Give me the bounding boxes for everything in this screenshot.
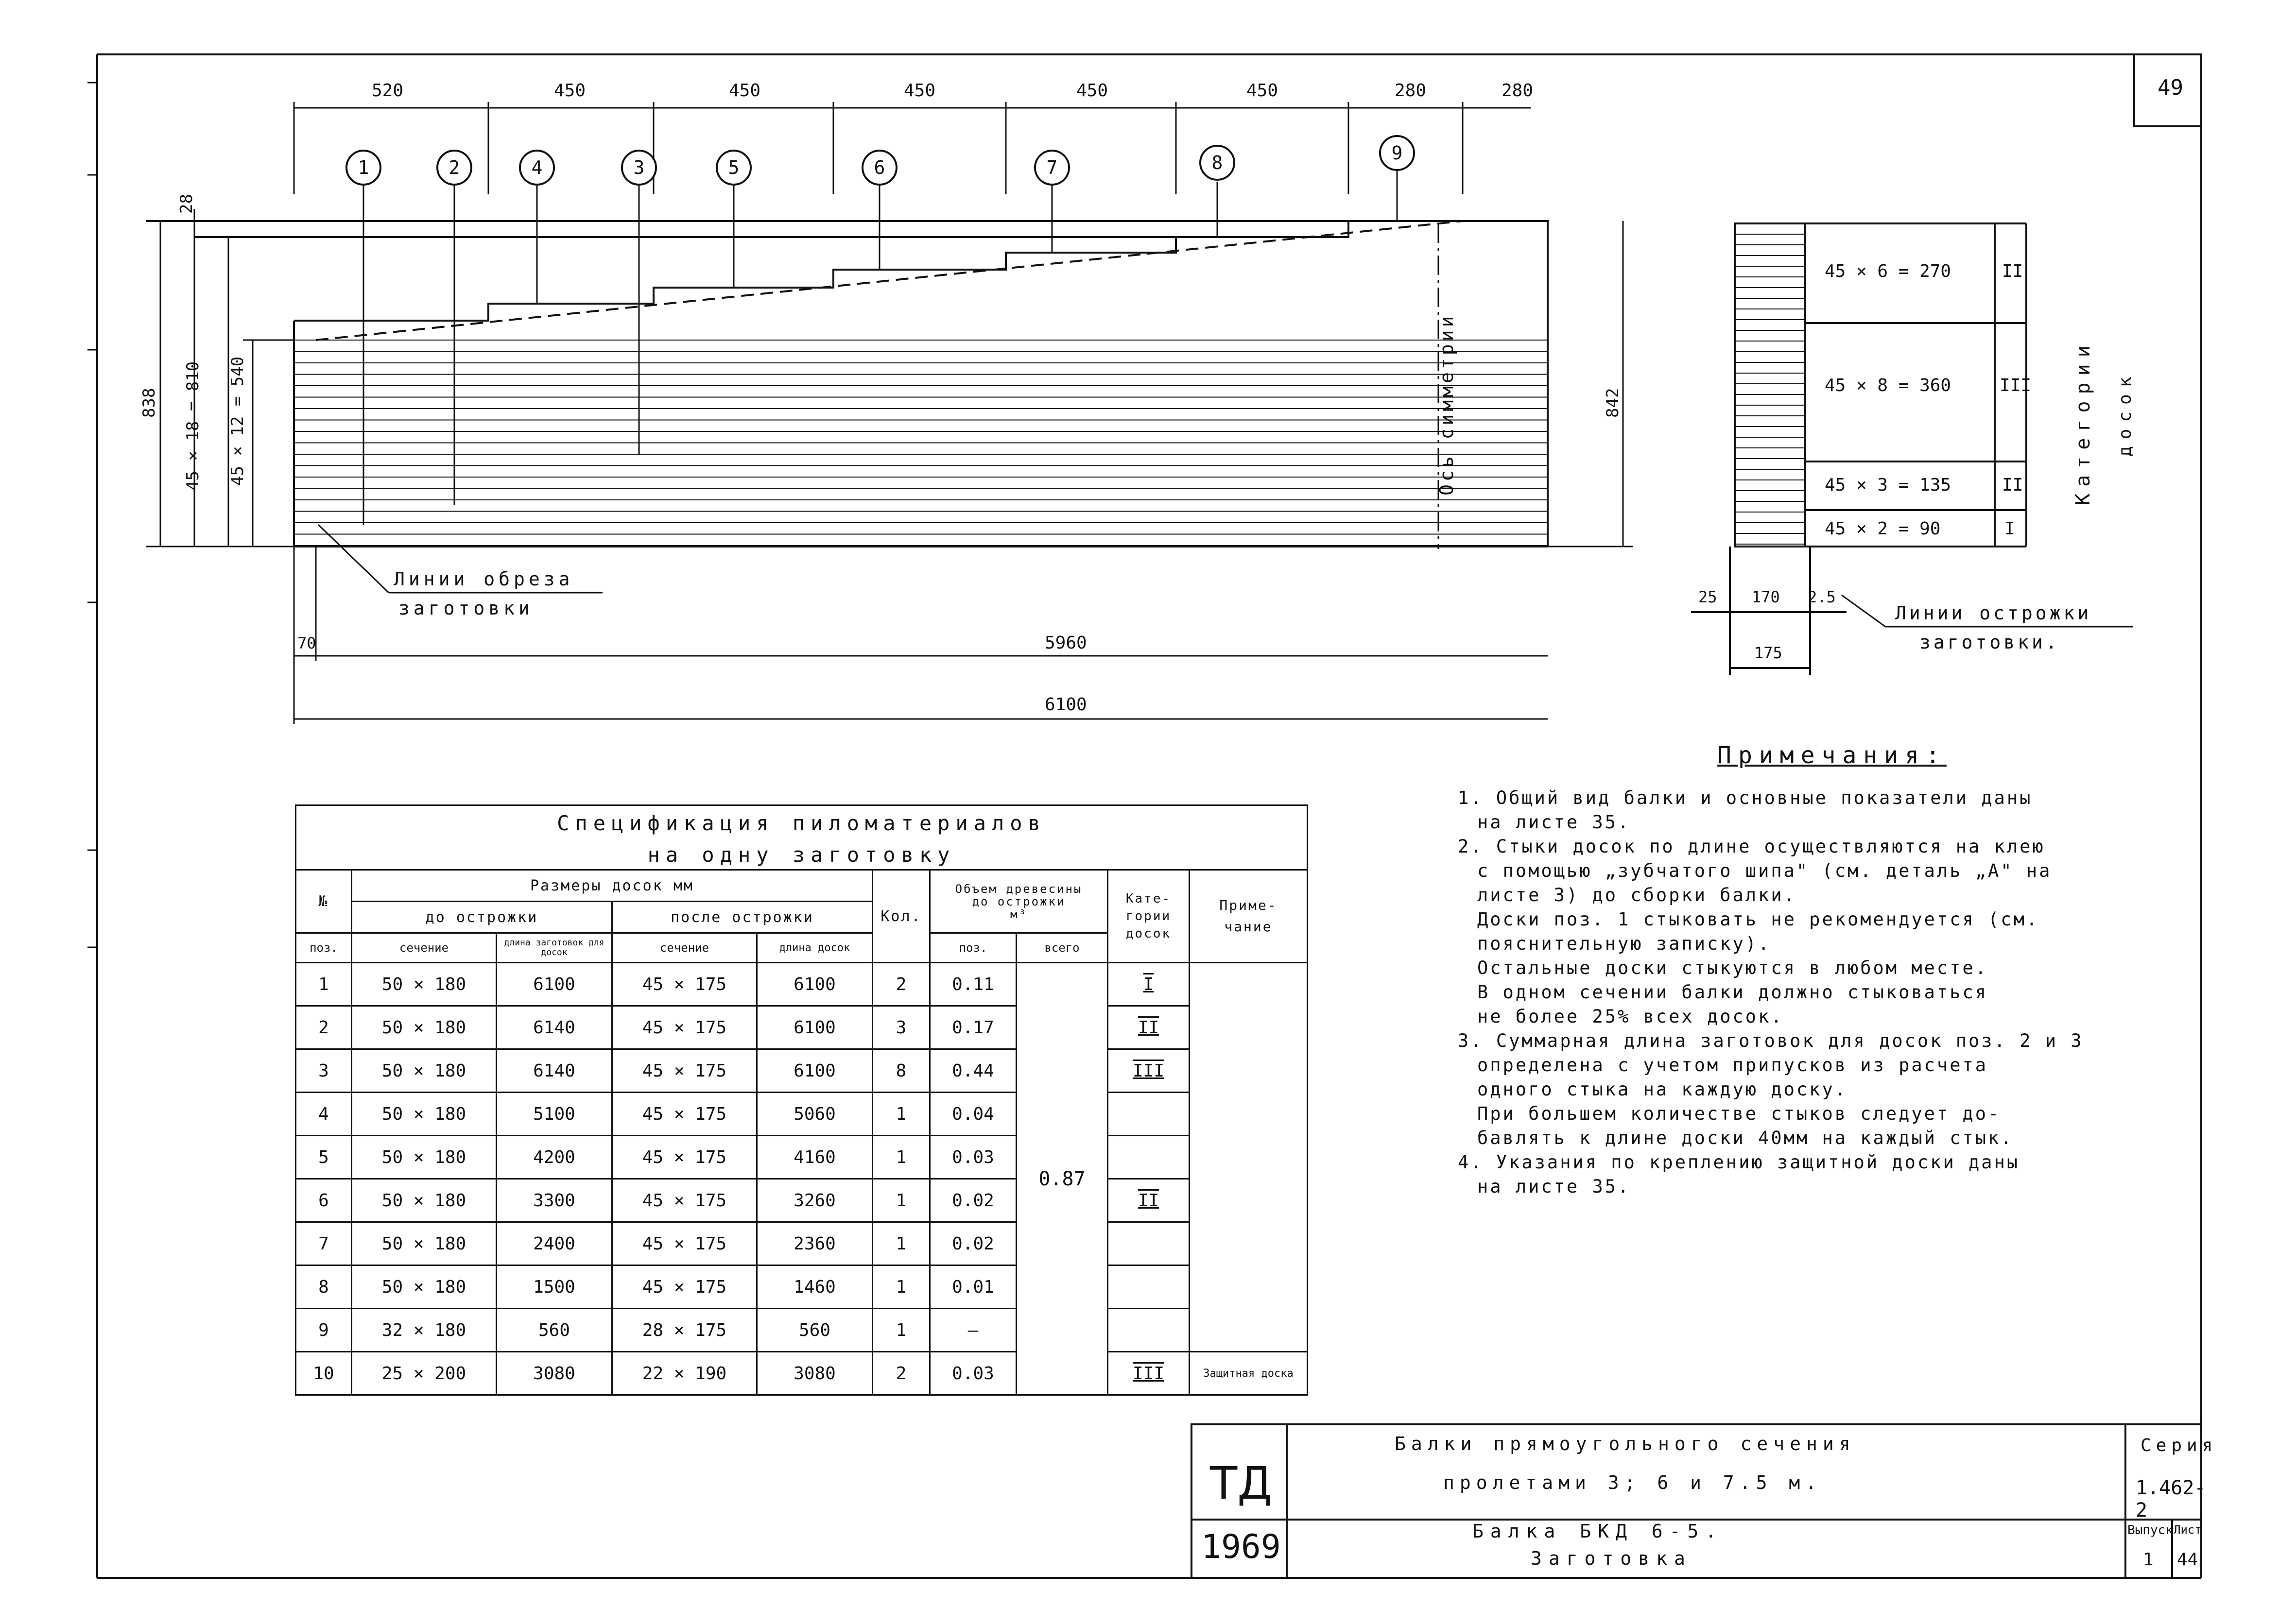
cell-pos: 7 [296, 1222, 352, 1265]
cell-qty: 1 [873, 1222, 930, 1265]
table-title-line: Спецификация пиломатериалов [557, 811, 1046, 835]
table-title [296, 805, 1308, 840]
trim-line [316, 221, 1463, 340]
cell-length: 1460 [757, 1265, 873, 1309]
note-line: 3. Суммарная длина заготовок для досок поз. 2 и 3 [1458, 1030, 2084, 1051]
header-vol-pos: поз. [930, 933, 1017, 963]
section-formula: 45 × 8 = 360 [1825, 376, 1951, 395]
section-category: II [2002, 261, 2023, 281]
cell-after: 22 × 190 [612, 1352, 757, 1395]
position-markers [346, 136, 1414, 185]
section-category: II [2002, 475, 2023, 495]
section-formula: 45 × 2 = 90 [1825, 519, 1941, 539]
table-row [296, 1179, 1308, 1222]
cell-vol: 0.04 [930, 1093, 1017, 1136]
cell-pos: 10 [296, 1352, 352, 1395]
drawing-title: Балки прямоугольного сечения [1395, 1433, 1856, 1454]
note-line: на листе 35. [1477, 1176, 1631, 1197]
cut-line-label: заготовки [398, 598, 534, 619]
table-row [296, 1222, 1308, 1265]
cell-total-volume: 0.87 [1017, 963, 1108, 1395]
cell-vol: 0.44 [930, 1049, 1017, 1093]
cell-pos: 6 [296, 1179, 352, 1222]
header-board-length: длина досок [757, 933, 873, 963]
sheet-value: 44 [2177, 1550, 2198, 1570]
issue-value: 1 [2143, 1550, 2154, 1570]
table-row [296, 1309, 1308, 1352]
top-dim: 450 [1246, 81, 1278, 101]
cell-blank: 560 [497, 1309, 612, 1352]
cell-pos: 5 [296, 1136, 352, 1179]
left-dimension-lines [146, 209, 1633, 547]
header-note-line: Приме- [1219, 897, 1277, 913]
top-dim: 450 [554, 81, 586, 101]
cell-after: 45 × 175 [612, 1179, 757, 1222]
position-number: 4 [531, 157, 543, 178]
cell-qty: 1 [873, 1093, 930, 1136]
margin-ticks [87, 83, 97, 947]
cell-after: 45 × 175 [612, 1265, 757, 1309]
cell-blank: 1500 [497, 1265, 612, 1309]
cell-vol: 0.03 [930, 1352, 1017, 1395]
series-label: Серия [2141, 1436, 2218, 1455]
top-dim: 280 [1395, 81, 1427, 101]
table-title-line: на одну заготовку [647, 842, 956, 867]
cell-pos: 8 [296, 1265, 352, 1309]
table-subtitle [296, 840, 1308, 870]
notes-block [1458, 743, 2148, 1199]
cell-qty: 1 [873, 1136, 930, 1179]
cell-qty: 1 [873, 1179, 930, 1222]
cell-blank: 3080 [497, 1352, 612, 1395]
table-row [296, 1093, 1308, 1136]
cell-after: 45 × 175 [612, 963, 757, 1006]
cell-blank: 4200 [497, 1136, 612, 1179]
cell-vol: 0.17 [930, 1006, 1017, 1049]
table-row [296, 1049, 1308, 1093]
cell-vol: 0.02 [930, 1179, 1017, 1222]
dim-810: 45 × 18 = 810 [183, 361, 203, 491]
cell-blank: 3300 [497, 1179, 612, 1222]
dim-838: 838 [139, 388, 159, 418]
cell-before: 50 × 180 [352, 1265, 497, 1309]
position-number: 6 [874, 157, 885, 178]
cell-vol: 0.02 [930, 1222, 1017, 1265]
note-line: пояснительную записку). [1477, 933, 1771, 954]
cell-length: 560 [757, 1309, 873, 1352]
header-vol-total: всего [1017, 933, 1108, 963]
cell-qty: 2 [873, 963, 930, 1006]
cell-length: 6100 [757, 963, 873, 1006]
title-block [1191, 1423, 2218, 1579]
categories-label: Категории [2072, 339, 2094, 505]
dim-70: 70 [297, 634, 316, 652]
position-number: 3 [633, 157, 645, 178]
cell-before: 50 × 180 [352, 963, 497, 1006]
cell-blank: 6100 [497, 963, 612, 1006]
sheet-label: Лист [2174, 1523, 2202, 1537]
header-volume-line: до острожки [972, 894, 1066, 908]
cell-qty: 8 [873, 1049, 930, 1093]
dim-28: 28 [177, 194, 196, 214]
sheet-title: Заготовка [1531, 1548, 1692, 1569]
cell-blank: 5100 [497, 1093, 612, 1136]
header-section-after: сечение [612, 933, 757, 963]
note-line: 1. Общий вид балки и основные показатели даны [1458, 787, 2033, 808]
dim-540: 45 × 12 = 540 [228, 356, 247, 486]
note-line: 2. Стыки досок по длине осуществляются на клею [1458, 836, 2045, 857]
cell-before: 25 × 200 [352, 1352, 497, 1395]
top-dim: 450 [729, 81, 761, 101]
cell-category: III [1108, 1049, 1190, 1093]
cell-before: 50 × 180 [352, 1006, 497, 1049]
header-note-line: чание [1224, 919, 1273, 935]
cell-qty: 1 [873, 1309, 930, 1352]
header-qty-line: Кол. [880, 907, 922, 925]
cell-note [1190, 963, 1308, 1352]
top-dimension-line [294, 102, 1531, 194]
note-line: определена с учетом припусков из расчета [1477, 1055, 1988, 1076]
header-after: после острожки [612, 902, 873, 933]
cell-note: Защитная доска [1190, 1352, 1308, 1395]
cell-category: III [1108, 1352, 1190, 1395]
cell-pos: 4 [296, 1093, 352, 1136]
table-row [296, 1006, 1308, 1049]
cell-category [1108, 1265, 1190, 1309]
planing-label: Линии острожки [1895, 602, 2092, 624]
cell-qty: 3 [873, 1006, 930, 1049]
cell-length: 3260 [757, 1179, 873, 1222]
section-formula: 45 × 6 = 270 [1825, 261, 1951, 281]
header-note [1190, 870, 1308, 963]
position-number: 5 [728, 157, 740, 178]
dim-25: 25 [1698, 588, 1717, 606]
note-line: Остальные доски стыкуются в любом месте. [1477, 957, 1988, 978]
note-line: В одном сечении балки должно стыковаться [1477, 982, 1988, 1003]
cell-category: II [1108, 1006, 1190, 1049]
categories-label: досок [2115, 370, 2135, 457]
table-body [296, 963, 1308, 1395]
note-line: листе 3) до сборки балки. [1477, 885, 1796, 906]
cell-category: I [1108, 963, 1190, 1006]
cell-vol: — [930, 1309, 1017, 1352]
year: 1969 [1201, 1528, 1281, 1566]
cell-after: 28 × 175 [612, 1309, 757, 1352]
cell-before: 50 × 180 [352, 1093, 497, 1136]
dim-175: 175 [1754, 644, 1782, 662]
header-volume [930, 870, 1108, 933]
cell-after: 45 × 175 [612, 1136, 757, 1179]
section-category: III [2000, 376, 2032, 395]
cell-vol: 0.11 [930, 963, 1017, 1006]
cell-after: 45 × 175 [612, 1222, 757, 1265]
cell-vol: 0.03 [930, 1136, 1017, 1179]
cell-category [1108, 1222, 1190, 1265]
dim-2-5: 2.5 [1808, 588, 1836, 606]
position-number: 1 [358, 157, 369, 178]
cell-qty: 2 [873, 1352, 930, 1395]
header-pos-2: поз. [296, 933, 352, 963]
cell-blank: 6140 [497, 1006, 612, 1049]
header-sizes: Размеры досок мм [352, 870, 873, 902]
cell-category [1108, 1136, 1190, 1179]
header-category [1108, 870, 1190, 963]
cell-category: II [1108, 1179, 1190, 1222]
notes-heading: Примечания: [1717, 742, 1947, 769]
header-category-line: гории [1125, 909, 1172, 923]
symmetry-label: Ось симметрии [1436, 313, 1457, 496]
note-line: одного стыка на каждую доску. [1477, 1079, 1848, 1100]
header-before: до острожки [352, 902, 612, 933]
planing-label: заготовки. [1919, 632, 2060, 653]
header-blank-length: длина заготовок для досок [497, 933, 612, 963]
header-pos: № [296, 870, 352, 933]
cell-before: 50 × 180 [352, 1179, 497, 1222]
cell-length: 3080 [757, 1352, 873, 1395]
top-dim: 450 [1076, 81, 1108, 101]
cell-pos: 9 [296, 1309, 352, 1352]
cell-after: 45 × 175 [612, 1093, 757, 1136]
cell-blank: 6140 [497, 1049, 612, 1093]
section-layers [1735, 234, 1805, 544]
header-category-line: досок [1125, 926, 1172, 941]
note-line: на листе 35. [1477, 812, 1631, 833]
note-line: 4. Указания по креплению защитной доски даны [1458, 1152, 2020, 1173]
cell-blank: 2400 [497, 1222, 612, 1265]
section-category: I [2004, 519, 2015, 539]
dim-5960: 5960 [1045, 633, 1087, 653]
cell-after: 45 × 175 [612, 1006, 757, 1049]
table-row [296, 1352, 1308, 1395]
specification-table [295, 804, 1308, 1396]
series-value: 1.462-2 [2136, 1477, 2206, 1522]
cell-length: 4160 [757, 1136, 873, 1179]
drawing-title: пролетами 3; 6 и 7.5 м. [1443, 1472, 1822, 1493]
cell-after: 45 × 175 [612, 1049, 757, 1093]
top-dimensions [372, 81, 1533, 101]
top-dim: 520 [372, 81, 404, 101]
header-qty [873, 870, 930, 963]
top-dim: 280 [1502, 81, 1534, 101]
cell-pos: 3 [296, 1049, 352, 1093]
cell-vol: 0.01 [930, 1265, 1017, 1309]
page-number: 49 [2158, 75, 2183, 100]
cell-length: 6100 [757, 1049, 873, 1093]
beam-layers [294, 340, 1548, 546]
sheet-title: Балка БКД 6-5. [1472, 1521, 1724, 1542]
header-volume-line: Объем древесины [955, 882, 1083, 896]
position-number: 2 [449, 157, 460, 178]
beam-outline [146, 221, 1548, 547]
dim-6100: 6100 [1045, 695, 1087, 715]
dim-170: 170 [1752, 588, 1780, 606]
cell-pos: 1 [296, 963, 352, 1006]
table-row [296, 1136, 1308, 1179]
cell-category [1108, 1093, 1190, 1136]
position-number: 8 [1211, 152, 1223, 173]
cell-before: 32 × 180 [352, 1309, 497, 1352]
cell-category [1108, 1309, 1190, 1352]
position-number: 7 [1046, 157, 1058, 178]
dim-842: 842 [1603, 388, 1623, 418]
org-code: ТД [1210, 1457, 1273, 1509]
section-formula: 45 × 3 = 135 [1825, 475, 1951, 495]
cell-qty: 1 [873, 1265, 930, 1309]
note-line: с помощью „зубчатого шипа" (см. деталь „А" на [1477, 860, 2052, 881]
header-category-line: Кате- [1125, 891, 1172, 906]
cell-pos: 2 [296, 1006, 352, 1049]
position-number: 9 [1391, 142, 1403, 164]
cell-before: 50 × 180 [352, 1222, 497, 1265]
position-leaders [363, 170, 1397, 525]
cut-line-label: Линии обреза [394, 568, 574, 590]
table-row [296, 1265, 1308, 1309]
cell-length: 6100 [757, 1006, 873, 1049]
note-line: бавлять к длине доски 40мм на каждый стык. [1477, 1128, 2014, 1148]
header-volume-unit: м³ [1010, 907, 1027, 921]
cell-before: 50 × 180 [352, 1136, 497, 1179]
note-line: При большем количестве стыков следует до- [1477, 1103, 2001, 1124]
cell-before: 50 × 180 [352, 1049, 497, 1093]
cell-length: 5060 [757, 1093, 873, 1136]
issue-label: Выпуск [2127, 1523, 2173, 1538]
note-line: не более 25% всех досок. [1477, 1006, 1784, 1027]
top-dim: 450 [904, 81, 936, 101]
note-line: Доски поз. 1 стыковать не рекомендуется (см. [1477, 909, 2039, 930]
header-section: сечение [352, 933, 497, 963]
table-row [296, 963, 1308, 1006]
cell-length: 2360 [757, 1222, 873, 1265]
